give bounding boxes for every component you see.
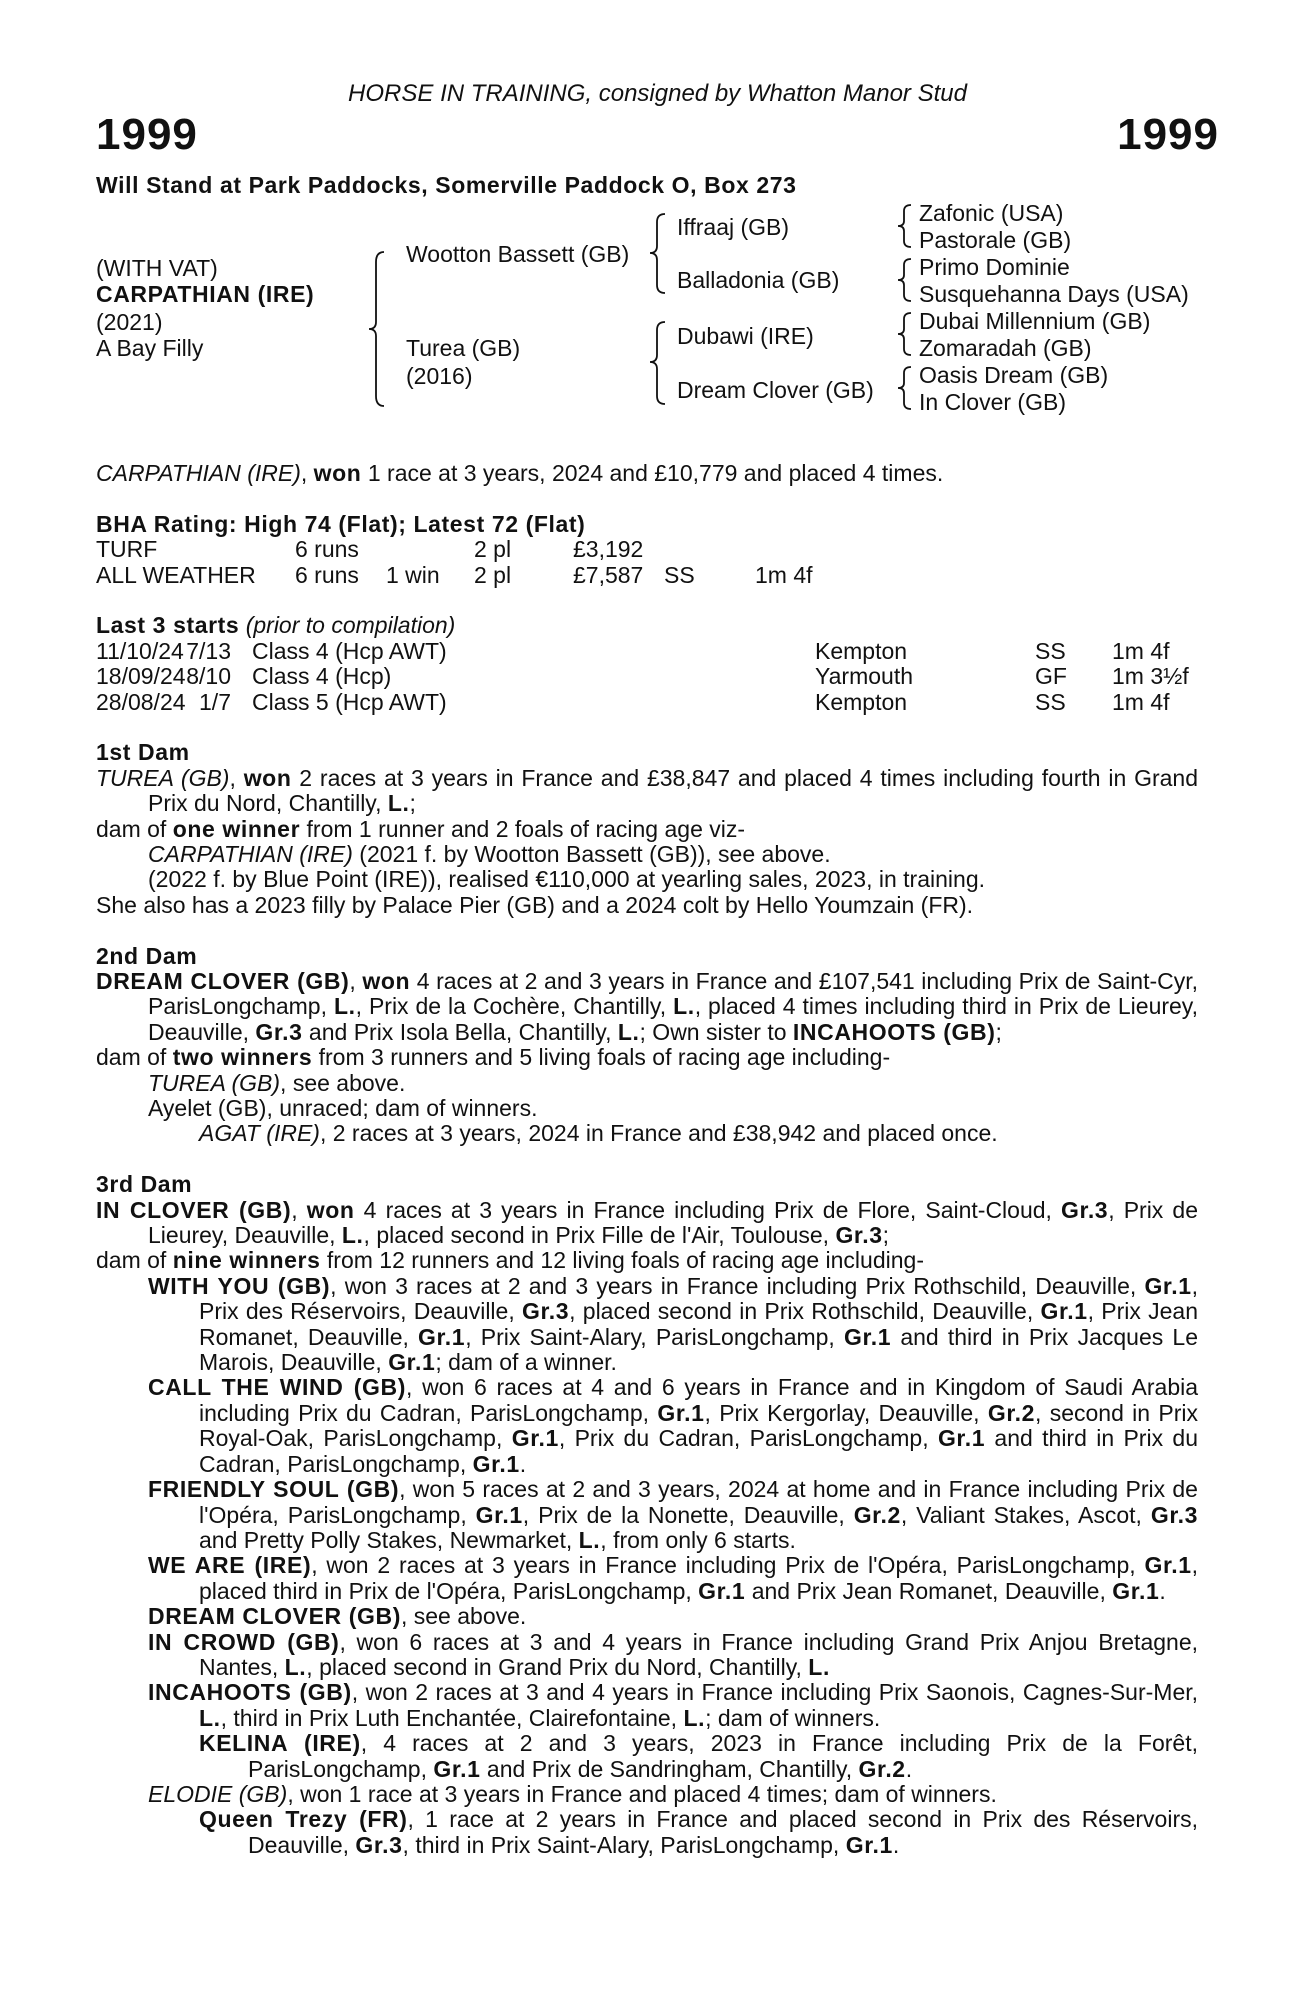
produce-entry — [96, 867, 1198, 892]
text-run: , see above. — [280, 1069, 406, 1096]
text-run: , won 6 races at 3 and 4 years in France including Grand Prix Anjou Bretagne, Nantes, — [199, 1628, 1199, 1680]
bold-text-run: won — [306, 1196, 355, 1223]
text-run: and Prix de Sandringham, Chantilly, — [480, 1755, 859, 1782]
bold-text-run: won — [313, 460, 362, 486]
text-run: ; dam of a winner. — [435, 1349, 617, 1376]
bold-text-run: DREAM CLOVER (GB) — [148, 1603, 401, 1630]
text-run: , placed third in Prix de l'Opéra, ParisLongchamp, — [199, 1552, 1198, 1604]
catalogue-header: HORSE IN TRAINING, consigned by Whatton Manor Stud — [348, 80, 967, 107]
rating-cell: 1 win — [386, 561, 440, 588]
text-run: , Prix Jean Romanet, Deauville, — [199, 1298, 1198, 1350]
bold-text-run: L. — [333, 993, 356, 1020]
text-run: (2022 f. by Blue Point (IRE)), realised €110,000 at yearling sales, 2023, in training. — [148, 866, 985, 893]
text-run: , 4 races at 2 and 3 years, 2023 in France including Prix de la Forêt, ParisLongchamp, — [248, 1730, 1198, 1782]
bold-text-run: Gr.2 — [853, 1501, 901, 1528]
produce-entry — [96, 1096, 1198, 1121]
text-run: , Prix des Réservoirs, Deauville, — [199, 1272, 1198, 1325]
text-run: 2 races at 3 years in France and £38,847 and placed 4 times including fourth in Grand Prix du Nord, Chantilly, — [148, 764, 1198, 817]
bold-text-run: Gr.1 — [475, 1501, 523, 1528]
produce-entry — [96, 766, 1198, 817]
start-row — [96, 639, 1198, 664]
rating-row — [96, 537, 1198, 562]
produce-entry — [96, 1731, 1198, 1782]
start-cell: Class 4 (Hcp AWT) — [252, 637, 447, 664]
text-run: dam of — [96, 1044, 173, 1071]
text-run: . — [892, 1831, 900, 1858]
start-cell: 7/13 — [186, 637, 231, 664]
bold-text-run: Gr.3 — [355, 1831, 403, 1858]
start-cell: Class 5 (Hcp AWT) — [252, 688, 447, 715]
text-run: , — [349, 967, 363, 994]
text-run: . — [519, 1450, 527, 1477]
text-run: , won 2 races at 3 years in France including Prix de l'Opéra, ParisLongchamp, — [311, 1552, 1145, 1579]
ancestor-gen4: In Clover (GB) — [919, 389, 1066, 415]
brace-g4-4 — [898, 367, 911, 409]
bold-text-run: Gr.1 — [472, 1450, 520, 1477]
text-run: Ayelet (GB), unraced; dam of winners. — [148, 1095, 538, 1122]
bold-text-run: nine winners — [172, 1247, 321, 1274]
start-cell: 18/09/24 — [96, 663, 186, 690]
text-run: , — [229, 764, 244, 791]
text-run: ; — [882, 1222, 889, 1249]
rating-cell: 2 pl — [474, 561, 512, 588]
produce-entry — [96, 1071, 1198, 1096]
bold-text-run: Gr.1 — [1040, 1298, 1088, 1325]
catalogue-body — [96, 461, 1198, 1858]
text-run: 1 race at 3 years, 2024 and £10,779 and placed 4 times. — [361, 460, 944, 486]
bold-text-run: L. — [387, 790, 410, 817]
italic-text-run: TUREA (GB) — [148, 1069, 281, 1096]
bold-text-run: L. — [578, 1526, 601, 1553]
bold-text-run: L. — [617, 1018, 640, 1045]
bold-text-run: Gr.1 — [657, 1399, 705, 1426]
text-run: , won 1 race at 3 years in France and placed 4 times; dam of winners. — [287, 1780, 997, 1807]
bold-text-run: Gr.3 — [1061, 1196, 1109, 1223]
rating-cell: £3,192 — [573, 536, 644, 563]
italic-text-run: AGAT (IRE) — [199, 1120, 320, 1147]
text-run: (2021 f. by Wootton Bassett (GB)), see above. — [352, 840, 831, 867]
text-run: and Prix Isola Bella, Chantilly, — [302, 1018, 618, 1045]
start-cell: 8/10 — [186, 663, 231, 690]
section-heading: 1st Dam — [96, 739, 190, 766]
start-cell: Kempton — [815, 637, 908, 664]
bold-text-run: Gr.1 — [937, 1425, 986, 1452]
produce-entry — [96, 1198, 1198, 1249]
produce-entry — [96, 1680, 1198, 1731]
bold-text-run: two winners — [172, 1044, 313, 1071]
sire: Wootton Bassett (GB) — [406, 241, 630, 267]
bold-text-run: KELINA (IRE) — [199, 1730, 361, 1757]
bold-text-run: Gr.3 — [255, 1018, 303, 1045]
text-run: , — [291, 1196, 307, 1223]
grandsire-dam: Dubawi (IRE) — [677, 323, 814, 349]
text-run: , 1 race at 2 years in France and placed second in Prix des Réservoirs, Deauville, — [248, 1806, 1198, 1858]
bold-text-run: Gr.1 — [1144, 1272, 1192, 1299]
bold-text-run: IN CROWD (GB) — [148, 1628, 340, 1655]
text-run: ; Own sister to — [639, 1018, 793, 1045]
start-cell: Class 4 (Hcp) — [252, 663, 392, 690]
bold-text-run: FRIENDLY SOUL (GB) — [148, 1476, 400, 1503]
start-cell: SS — [1035, 637, 1066, 664]
text-run: , Prix du Cadran, ParisLongchamp, — [558, 1425, 938, 1452]
ancestor-gen4: Zomaradah (GB) — [919, 335, 1092, 361]
bold-text-run: Gr.1 — [844, 1323, 892, 1350]
ancestor-gen4: Oasis Dream (GB) — [919, 362, 1109, 388]
ancestor-gen4: Pastorale (GB) — [919, 227, 1072, 253]
horse-description: A Bay Filly — [96, 335, 204, 361]
bold-text-run: DREAM CLOVER (GB) — [96, 967, 350, 994]
produce-entry — [96, 1045, 1198, 1070]
text-run: , Prix Saint-Alary, ParisLongchamp, — [465, 1323, 844, 1350]
granddam-sire: Balladonia (GB) — [677, 267, 840, 293]
rating-row — [96, 563, 1198, 588]
start-cell: SS — [1035, 688, 1066, 715]
bold-text-run: Gr.1 — [511, 1425, 559, 1452]
produce-entry — [96, 1604, 1198, 1629]
bold-text-run: L. — [683, 1704, 706, 1731]
rating-cell: £7,587 — [573, 561, 644, 588]
bold-text-run: WE ARE (IRE) — [148, 1552, 312, 1579]
text-run: , Prix de la Nonette, Deauville, — [522, 1501, 854, 1528]
text-run: dam of — [96, 1247, 173, 1274]
bha-rating: BHA Rating: High 74 (Flat); Latest 72 (Flat) — [96, 510, 586, 537]
bold-text-run: L. — [284, 1653, 307, 1680]
last-starts-title: Last 3 starts — [96, 612, 240, 639]
start-cell: GF — [1035, 663, 1067, 690]
ancestor-gen4: Zafonic (USA) — [919, 200, 1064, 226]
dam: Turea (GB) — [406, 335, 521, 361]
brace-dam — [650, 322, 665, 404]
text-run: , won 2 races at 3 and 4 years in France including Prix Saonois, Cagnes-Sur-Mer, — [351, 1679, 1199, 1706]
start-cell: Kempton — [815, 688, 908, 715]
italic-text-run: ELODIE (GB) — [148, 1780, 288, 1807]
produce-entry — [96, 842, 1198, 867]
text-run: , won 5 races at 2 and 3 years, 2024 at home and in France including Prix de l'Opéra, ParisLongchamp, — [199, 1476, 1198, 1528]
start-cell: 1m 4f — [1112, 688, 1170, 715]
bold-text-run: Queen Trezy (FR) — [199, 1806, 408, 1833]
section-heading: 3rd Dam — [96, 1171, 193, 1198]
text-run: and Pretty Polly Stakes, Newmarket, — [199, 1526, 579, 1553]
bold-text-run: one winner — [172, 815, 301, 842]
lot-number-right: 1999 — [1117, 110, 1219, 159]
text-run: 4 races at 2 and 3 years in France and £107,541 including Prix de Saint-Cyr, ParisLongchamp, — [148, 967, 1199, 1020]
bold-text-run: Gr.3 — [521, 1298, 570, 1325]
rating-cell: 6 runs — [295, 536, 359, 563]
brace-g4-1 — [898, 205, 911, 247]
text-run: ; — [409, 790, 416, 817]
bold-text-run: INCAHOOTS (GB) — [792, 1018, 996, 1045]
start-cell: 1m 4f — [1112, 637, 1170, 664]
bold-text-run: won — [362, 967, 411, 994]
bold-text-run: L. — [673, 993, 695, 1020]
text-run: ; dam of winners. — [705, 1704, 881, 1731]
text-run: , — [300, 460, 314, 486]
last-starts-heading — [96, 613, 1198, 638]
text-run: and Prix Jean Romanet, Deauville, — [745, 1577, 1113, 1604]
grandsire-sire: Iffraaj (GB) — [677, 214, 790, 240]
bold-text-run: Gr.1 — [388, 1349, 436, 1376]
bold-text-run: Gr.1 — [698, 1577, 746, 1604]
bold-text-run: Gr.3 — [1150, 1501, 1198, 1528]
bold-text-run: IN CLOVER (GB) — [96, 1196, 292, 1223]
bold-text-run: L. — [341, 1222, 364, 1249]
produce-entry — [96, 1274, 1198, 1376]
start-row — [96, 664, 1198, 689]
rating-table — [96, 537, 1198, 588]
text-run: , Prix de Lieurey, Deauville, — [148, 1196, 1198, 1249]
ancestor-gen4: Susquehanna Days (USA) — [919, 281, 1189, 307]
horse-year: (2021) — [96, 309, 163, 335]
pedigree-braces — [0, 0, 1315, 460]
produce-entry — [96, 1553, 1198, 1604]
produce-entry — [96, 1477, 1198, 1553]
brace-g4-2 — [898, 259, 911, 301]
text-run: , 2 races at 3 years, 2024 in France and £38,942 and placed once. — [319, 1120, 998, 1147]
text-run: , from only 6 starts. — [600, 1526, 796, 1553]
produce-entry — [96, 1375, 1198, 1477]
text-run: She also has a 2023 filly by Palace Pier (GB) and a 2024 colt by Hello Youmzain (FR). — [96, 891, 974, 918]
italic-text-run: CARPATHIAN (IRE) — [148, 840, 353, 867]
text-run: , placed second in Prix Fille de l'Air, Toulouse, — [363, 1222, 836, 1249]
produce-entry — [96, 1807, 1198, 1858]
race-summary — [96, 461, 1198, 486]
dam-year: (2016) — [406, 363, 473, 389]
lot-number-left: 1999 — [96, 110, 198, 159]
start-cell: 1m 3½f — [1112, 663, 1189, 690]
bold-text-run: Gr.3 — [835, 1222, 883, 1249]
text-run: , won 3 races at 2 and 3 years in France including Prix Rothschild, Deauville, — [330, 1272, 1145, 1299]
produce-entry — [96, 817, 1198, 842]
bold-text-run: Gr.1 — [433, 1755, 481, 1782]
text-run: from 3 runners and 5 living foals of racing age including- — [312, 1044, 891, 1071]
text-run: from 1 runner and 2 foals of racing age viz- — [300, 815, 746, 842]
start-cell: Yarmouth — [815, 663, 914, 690]
text-run: , won 6 races at 4 and 6 years in France and in Kingdom of Saudi Arabia including Prix du Cadran, ParisLongchamp, — [199, 1374, 1199, 1426]
section-heading: 2nd Dam — [96, 942, 198, 969]
start-cell: 11/10/24 — [96, 637, 184, 664]
text-run: , second in Prix Royal-Oak, ParisLongchamp, — [199, 1399, 1198, 1452]
text-run: . — [1159, 1577, 1166, 1604]
text-run: and third in Prix Jacques Le Marois, Deauville, — [199, 1323, 1198, 1376]
start-cell: 28/08/24 — [96, 688, 186, 715]
stand-location: Will Stand at Park Paddocks, Somerville Paddock O, Box 273 — [96, 172, 797, 198]
granddam-dam: Dream Clover (GB) — [677, 377, 874, 403]
produce-entry — [96, 1630, 1198, 1681]
produce-entry — [96, 893, 1198, 918]
starts-table — [96, 639, 1198, 715]
brace-sire — [650, 214, 665, 293]
text-run: . — [905, 1755, 913, 1782]
rating-cell: ALL WEATHER — [96, 561, 256, 588]
brace-main — [369, 252, 384, 406]
ancestor-gen4: Dubai Millennium (GB) — [919, 308, 1151, 334]
produce-entry — [96, 1121, 1198, 1146]
bold-text-run: Gr.2 — [987, 1399, 1035, 1426]
italic-text-run: TUREA (GB) — [96, 764, 230, 791]
brace-g4-3 — [898, 313, 911, 355]
ancestor-gen4: Primo Dominie — [919, 254, 1070, 280]
text-run: , Valiant Stakes, Ascot, — [900, 1501, 1151, 1528]
rating-cell: TURF — [96, 536, 158, 563]
produce-entry — [96, 969, 1198, 1045]
vat-note: (WITH VAT) — [96, 255, 218, 281]
produce-entry — [96, 1782, 1198, 1807]
dam-sections — [96, 715, 1198, 1858]
bold-text-run: Gr.1 — [418, 1323, 466, 1350]
rating-cell: 2 pl — [474, 536, 512, 563]
text-run: dam of — [96, 815, 173, 842]
bold-text-run: CALL THE WIND (GB) — [148, 1374, 406, 1401]
bold-text-run: Gr.1 — [845, 1831, 893, 1858]
horse-name: CARPATHIAN (IRE) — [96, 281, 315, 307]
start-row — [96, 690, 1198, 715]
rating-cell: 1m 4f — [755, 561, 813, 588]
text-run: from 12 runners and 12 living foals of racing age including- — [320, 1247, 924, 1274]
text-run: , Prix Kergorlay, Deauville, — [704, 1399, 988, 1426]
text-run: , placed 4 times including third in Prix de Lieurey, Deauville, — [148, 993, 1198, 1045]
start-cell: 1/7 — [199, 688, 231, 715]
rating-cell: 6 runs — [295, 561, 359, 588]
text-run: , third in Prix Saint-Alary, ParisLongchamp, — [402, 1831, 846, 1858]
bold-text-run: won — [243, 764, 292, 791]
last-starts-note: (prior to compilation) — [245, 612, 456, 639]
bold-text-run: Gr.2 — [858, 1755, 906, 1782]
bold-text-run: INCAHOOTS (GB) — [148, 1679, 352, 1706]
bold-text-run: L. — [199, 1704, 221, 1731]
text-run: , third in Prix Luth Enchantée, Clairefontaine, — [220, 1704, 684, 1731]
bold-text-run: Gr.1 — [1144, 1552, 1192, 1579]
bold-text-run: WITH YOU (GB) — [148, 1272, 331, 1299]
text-run: ; — [995, 1018, 1002, 1045]
produce-entry — [96, 1248, 1198, 1273]
text-run: , placed second in Grand Prix du Nord, Chantilly, — [306, 1653, 809, 1680]
text-run: , Prix de la Cochère, Chantilly, — [355, 993, 674, 1020]
rating-cell: SS — [664, 561, 695, 588]
text-run: 4 races at 3 years in France including Prix de Flore, Saint-Cloud, — [354, 1196, 1062, 1223]
bold-text-run: L. — [808, 1653, 830, 1680]
text-run: and third in Prix du Cadran, ParisLongchamp, — [199, 1425, 1198, 1477]
text-run: , placed second in Prix Rothschild, Deauville, — [569, 1298, 1041, 1325]
text-run: , see above. — [400, 1603, 527, 1630]
bold-text-run: Gr.1 — [1112, 1577, 1160, 1604]
italic-text-run: CARPATHIAN (IRE) — [96, 460, 301, 486]
